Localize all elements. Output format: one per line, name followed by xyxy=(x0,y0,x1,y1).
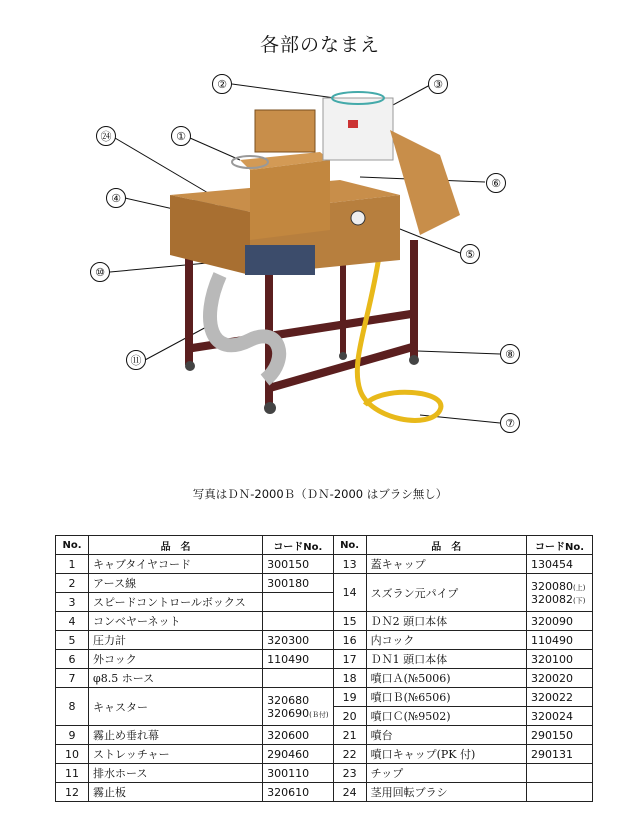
row-no: 22 xyxy=(333,745,366,764)
machine-photo xyxy=(90,60,550,460)
row-code: 290131 xyxy=(526,745,592,764)
row-no: 19 xyxy=(333,688,366,707)
code-line: 320690 xyxy=(267,706,310,720)
callout-2: ② xyxy=(212,74,232,94)
row-no: 10 xyxy=(56,745,89,764)
code-note: (下) xyxy=(572,596,586,605)
row-code: 320300 xyxy=(263,631,333,650)
row-no: 11 xyxy=(56,764,89,783)
callout-3: ③ xyxy=(428,74,448,94)
row-name: 圧力計 xyxy=(89,631,263,650)
row-code: 320024 xyxy=(526,707,592,726)
row-no: 20 xyxy=(333,707,366,726)
row-no: 12 xyxy=(56,783,89,802)
callout-7: ⑦ xyxy=(500,413,520,433)
table-row xyxy=(56,555,593,574)
row-name: コンベヤーネット xyxy=(89,612,263,631)
row-no: 17 xyxy=(333,650,366,669)
table-row xyxy=(56,669,593,688)
code-line: 320082 xyxy=(530,592,573,606)
row-name: φ8.5 ホース xyxy=(89,669,263,688)
callout-11: ⑪ xyxy=(126,350,146,370)
table-row xyxy=(56,745,593,764)
row-name: 霧止板 xyxy=(89,783,263,802)
row-code xyxy=(526,783,592,802)
row-name: アース線 xyxy=(89,574,263,593)
header-no-left: No. xyxy=(56,536,89,555)
header-no-right: No. xyxy=(333,536,366,555)
table-header-row xyxy=(56,536,593,555)
row-code: 320090 xyxy=(526,612,592,631)
row-code-multi xyxy=(526,574,592,612)
header-code-left: コードNo. xyxy=(263,536,333,555)
row-name: 霧止め垂れ幕 xyxy=(89,726,263,745)
parts-table xyxy=(55,535,593,802)
row-name: 噴口Ｂ(№6506) xyxy=(366,688,526,707)
code-note: (Ｂ付) xyxy=(309,710,329,719)
row-code: 290460 xyxy=(263,745,333,764)
row-no: 15 xyxy=(333,612,366,631)
row-code: 300180 xyxy=(263,574,333,593)
machine-illustration xyxy=(90,60,550,460)
row-name: ストレッチャー xyxy=(89,745,263,764)
row-no: 1 xyxy=(56,555,89,574)
row-name: スズラン元パイプ xyxy=(366,574,526,612)
code-note: (上) xyxy=(572,583,586,592)
row-code: 320022 xyxy=(526,688,592,707)
row-name: 噴口Ａ(№5006) xyxy=(366,669,526,688)
callout-8: ⑧ xyxy=(500,344,520,364)
row-name: 排水ホース xyxy=(89,764,263,783)
row-code: 130454 xyxy=(526,555,592,574)
row-code: 320020 xyxy=(526,669,592,688)
row-name: 茎用回転ブラシ xyxy=(366,783,526,802)
row-code-multi xyxy=(263,688,333,726)
row-code: 110490 xyxy=(263,650,333,669)
row-code: 320610 xyxy=(263,783,333,802)
row-no: 18 xyxy=(333,669,366,688)
code-line: 320680 xyxy=(267,693,310,707)
row-code: 320100 xyxy=(526,650,592,669)
row-name: 噴台 xyxy=(366,726,526,745)
row-name: キャブタイヤコード xyxy=(89,555,263,574)
row-no: 3 xyxy=(56,593,89,612)
row-code: 300110 xyxy=(263,764,333,783)
row-name: 内コック xyxy=(366,631,526,650)
table-row xyxy=(56,574,593,593)
header-name-left: 品 名 xyxy=(89,536,263,555)
header-code-right: コードNo. xyxy=(526,536,592,555)
row-no: 21 xyxy=(333,726,366,745)
page-title: 各部のなまえ xyxy=(259,34,380,56)
row-no: 7 xyxy=(56,669,89,688)
table-row xyxy=(56,688,593,707)
row-name: 蓋キャップ xyxy=(366,555,526,574)
row-name: チップ xyxy=(366,764,526,783)
row-no: 24 xyxy=(333,783,366,802)
header-name-right: 品 名 xyxy=(366,536,526,555)
row-no: 5 xyxy=(56,631,89,650)
row-name: ＤＮ2 頭口本体 xyxy=(366,612,526,631)
row-name: ＤＮ1 頭口本体 xyxy=(366,650,526,669)
callout-4: ④ xyxy=(106,188,126,208)
table-row xyxy=(56,726,593,745)
table-row xyxy=(56,650,593,669)
row-no: 2 xyxy=(56,574,89,593)
callout-5: ⑤ xyxy=(460,244,480,264)
row-no: 9 xyxy=(56,726,89,745)
row-code xyxy=(263,669,333,688)
row-code: 290150 xyxy=(526,726,592,745)
row-code xyxy=(263,593,333,612)
row-no: 14 xyxy=(333,574,366,612)
row-code: 110490 xyxy=(526,631,592,650)
row-code xyxy=(526,764,592,783)
row-name: 噴口Ｃ(№9502) xyxy=(366,707,526,726)
table-row xyxy=(56,783,593,802)
row-no: 23 xyxy=(333,764,366,783)
row-name: キャスター xyxy=(89,688,263,726)
table-row xyxy=(56,612,593,631)
row-code xyxy=(263,612,333,631)
callout-10: ⑩ xyxy=(90,262,110,282)
callout-24: ㉔ xyxy=(96,126,116,146)
callout-6: ⑥ xyxy=(486,173,506,193)
table-row xyxy=(56,631,593,650)
row-code: 300150 xyxy=(263,555,333,574)
row-no: 8 xyxy=(56,688,89,726)
row-name: スピードコントロールボックス xyxy=(89,593,263,612)
row-no: 4 xyxy=(56,612,89,631)
row-code: 320600 xyxy=(263,726,333,745)
row-name: 外コック xyxy=(89,650,263,669)
callout-1: ① xyxy=(171,126,191,146)
row-name: 噴口キャップ(PK 付) xyxy=(366,745,526,764)
row-no: 6 xyxy=(56,650,89,669)
photo-caption: 写真はＤＮ-2000Ｂ（ＤＮ-2000 はブラシ無し） xyxy=(192,487,448,501)
code-line: 320080 xyxy=(530,579,573,593)
row-no: 16 xyxy=(333,631,366,650)
row-no: 13 xyxy=(333,555,366,574)
table-row xyxy=(56,764,593,783)
